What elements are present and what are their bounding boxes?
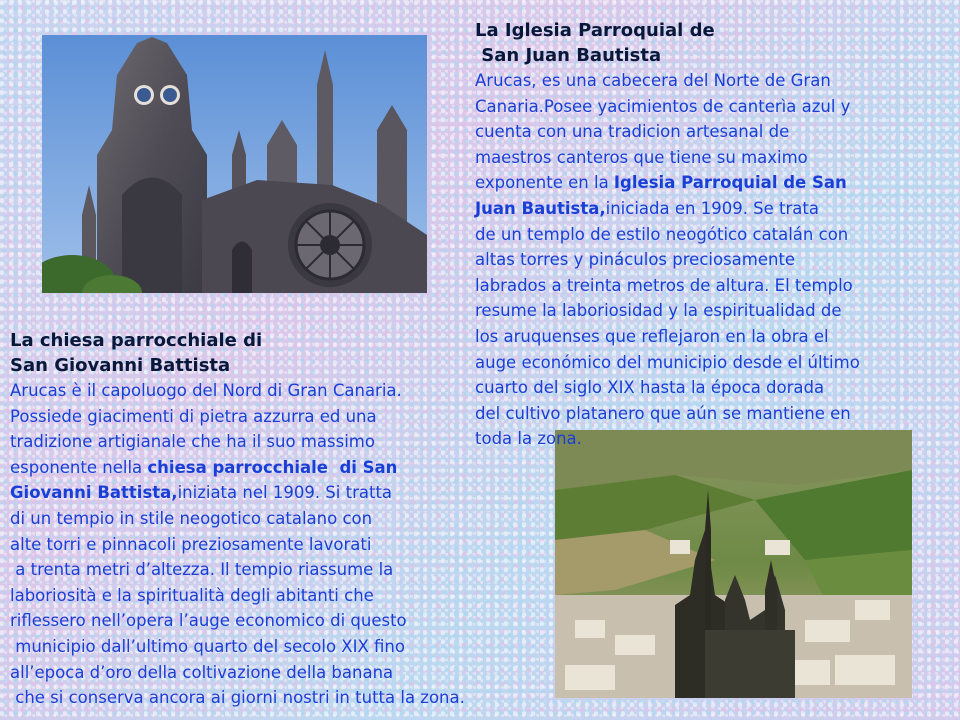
italian-line-text: esponente nella xyxy=(10,457,148,477)
italian-line: all’epoca d’oro della coltivazione della banana xyxy=(10,662,394,682)
italian-line-text: iniziata nel 1909. Si tratta xyxy=(177,483,393,503)
italian-church-name-cont: Giovanni Battista, xyxy=(10,483,178,503)
spanish-line-text: iniciada en 1909. Se trata xyxy=(605,198,819,218)
italian-line: laboriosità e la spiritualità degli abitanti che xyxy=(10,585,374,605)
spanish-line: los aruquenses que reflejaron en la obra el xyxy=(475,326,829,346)
italian-line: Arucas è il capoluogo del Nord di Gran Canaria. xyxy=(10,381,402,400)
italian-heading-line2: San Giovanni Battista xyxy=(10,355,231,376)
italian-description xyxy=(10,328,545,711)
italian-line xyxy=(10,455,545,481)
spanish-line: toda la zona. xyxy=(475,429,582,449)
spanish-line: cuenta con una tradicion artesanal de xyxy=(475,122,790,142)
spanish-line: del cultivo platanero que aún se mantiene en xyxy=(475,403,851,423)
spanish-line: auge económico del municipio desde el último xyxy=(475,352,860,372)
italian-line: di un tempio in stile neogotico catalano con xyxy=(10,508,373,528)
spanish-line: maestros canteros que tiene su maximo xyxy=(475,147,808,167)
spanish-line-text: exponente en la xyxy=(475,173,614,193)
italian-line: municipio dall’ultimo quarto del secolo XIX fino xyxy=(10,636,405,656)
italian-heading-line1: La chiesa parrocchiale di xyxy=(10,330,263,351)
italian-church-name: chiesa parrocchiale di San xyxy=(147,457,398,477)
italian-line xyxy=(10,480,545,506)
italian-line: che si conserva ancora ai giorni nostri in tutta la zona. xyxy=(10,688,465,708)
spanish-church-name: Iglesia Parroquial de San xyxy=(613,173,847,193)
spanish-heading-line1: La Iglesia Parroquial de xyxy=(475,20,715,41)
italian-line: tradizione artigianale che ha il suo massimo xyxy=(10,432,375,452)
spanish-line xyxy=(475,170,955,196)
spanish-line: de un templo de estilo neogótico catalán con xyxy=(475,224,849,244)
spanish-church-name-cont: Juan Bautista, xyxy=(475,198,606,218)
italian-line: riflessero nell’opera l’auge economico di questo xyxy=(10,611,407,631)
italian-line: a trenta metri d’altezza. Il tempio riassume la xyxy=(10,560,394,580)
spanish-line xyxy=(475,196,955,222)
spanish-line: Arucas, es una cabecera del Norte de Gran xyxy=(475,71,831,90)
spanish-heading-line2: San Juan Bautista xyxy=(475,45,662,66)
spanish-line: resume la laboriosidad y la espiritualidad de xyxy=(475,301,842,321)
spanish-description xyxy=(475,18,955,452)
town-panorama-photo xyxy=(555,430,912,698)
spanish-line: cuarto del siglo XIX hasta la época dorada xyxy=(475,378,825,398)
spanish-line: altas torres y pináculos preciosamente xyxy=(475,250,796,270)
church-facade-photo xyxy=(42,35,427,293)
spanish-line: Canaria.Posee yacimientos de canterìa azul y xyxy=(475,96,851,116)
italian-line: alte torri e pinnacoli preziosamente lavorati xyxy=(10,534,372,554)
italian-line: Possiede giacimenti di pietra azzurra ed una xyxy=(10,406,377,426)
spanish-line: labrados a treinta metros de altura. El templo xyxy=(475,275,853,295)
